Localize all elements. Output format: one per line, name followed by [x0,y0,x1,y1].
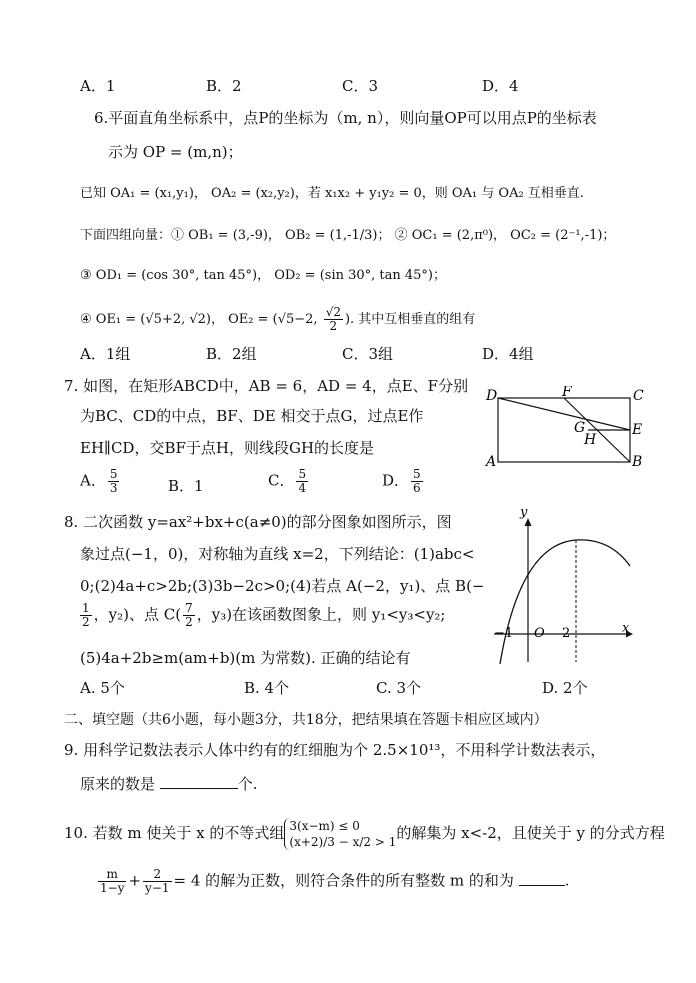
q10-line-2: $\frac{m}{1-y}$ + $\frac{2}{y-1}$ = 4 的解为正数，则符合条件的所有整数 m 的和为 . [100,867,570,895]
denominator: 2 [185,615,193,629]
label-h: H [584,432,597,448]
q10-inequality-system [284,818,396,850]
q10-line-1 [64,818,665,850]
q7-option-c-fraction [296,468,308,495]
q10-fraction-1 [98,868,126,895]
q5-option-d: D．4 [482,77,519,95]
q7-option-c-letter: C． [268,471,295,490]
numerator: m [98,868,126,882]
q9-line-2-a: 原来的数是 [80,775,156,793]
q8-option-a: A. 5个 [80,679,125,697]
q8-line-4-b: ，y₃)在该函数图象上，则 y₁<y₃<y₂; [196,605,446,624]
q6-line-6 [80,306,475,333]
q10-line-1-b: 的解集为 x<-2，且使关于 y 的分式方程 [396,824,665,842]
q8-line-4-a: ，y₂)、点 C( [93,605,182,624]
label-b: B [632,454,643,470]
q6-option-d: D．4组 [482,345,534,363]
label-g: G [574,420,586,436]
q10-inequality-2: (x+2)/3 − x/2 > 1 [289,835,397,849]
q6-option-a: A．1组 [80,345,131,363]
label-x: x [622,621,630,636]
segment-de [498,398,630,430]
parabola-curve [500,540,630,664]
numerator: 1 [82,601,90,615]
q5-option-a: A．1 [80,77,116,95]
denominator: 3 [109,481,118,495]
label-d: D [486,388,498,404]
q8-line-3: 0;(2)4a+c>2b;(3)3b−2c>0;(4)若点 A(−2，y₁)、点 B(− [80,577,485,595]
q6-fraction-denominator: 2 [329,319,338,333]
label-y: y [520,505,528,520]
q8-option-c: C. 3个 [376,679,422,697]
q8-option-d: D. 2个 [542,679,588,697]
q8-fraction-2 [183,602,195,629]
q9-answer-blank[interactable] [160,774,238,789]
q5-option-b: B．2 [206,77,242,95]
q10-end: . [564,871,570,890]
q6-option-c: C．3组 [342,345,394,363]
q8-parabola-graph [490,504,638,668]
q5-option-c: C．3 [342,77,379,95]
numerator: 5 [413,467,421,481]
q6-fraction-numerator: √2 [325,305,341,319]
q8-line-2: 象过点(−1，0)，对称轴为直线 x=2，下列结论：(1)abc< [80,545,475,563]
q10-answer-blank[interactable] [519,871,565,886]
q7-option-a-fraction [108,468,120,495]
denominator: 2 [82,615,90,629]
numerator: 5 [109,467,118,481]
label-e: E [632,422,643,438]
q8-line-1: 8. 二次函数 y=ax²+bx+c(a≠0)的部分图象如图所示，图 [64,513,452,531]
q8-line-4 [78,602,445,629]
label-c: C [633,388,644,404]
label-neg1: −1 [494,626,514,641]
q7-line-3: EH∥CD，交BF于点H，则线段GH的长度是 [80,439,375,457]
denominator: 1−y [100,881,125,895]
q9-line-1: 9. 用科学记数法表示人体中约有的红细胞为个 2.5×10¹³，不用科学计数法表示， [64,741,606,759]
q8-option-b: B. 4个 [244,679,290,697]
q7-option-d-letter: D． [382,471,410,490]
denominator: 6 [413,481,421,495]
q7-rectangle-figure [484,386,646,472]
label-f: F [562,386,572,400]
q7-line-2: 为BC、CD的中点，BF、DE 相交于点G，过点E作 [80,407,424,425]
q9-line-2-b: 个. [237,775,258,793]
label-two: 2 [562,626,571,641]
q6-option-b: B．2组 [206,345,257,363]
q7-option-b: B．1 [168,477,204,495]
q8-line-5: (5)4a+2b≥m(am+b)(m 为常数). 正确的结论有 [80,649,411,667]
numerator: 7 [185,601,193,615]
section-heading: 二、填空题（共6小题，每小题3分，共18分，把结果填在答题卡相应区域内） [64,712,548,728]
q10-equation-rest: = 4 的解为正数，则符合条件的所有整数 m 的和为 [173,871,514,890]
q6-line-6-a: ④ OE₁ = (√5+2, √2)， OE₂ = (√5−2, [80,312,322,327]
q8-fraction-1 [80,602,92,629]
q6-line-3: 已知 OA₁ = (x₁,y₁)， OA₂ = (x₂,y₂)，若 x₁x₂ + y₁y₂ = 0，则 OA₁ 与 OA₂ 互相垂直. [80,186,584,201]
label-origin: O [534,626,545,641]
q6-line-5: ③ OD₁ = (cos 30°, tan 45°)， OD₂ = (sin 30°, tan 45°)； [80,268,447,283]
denominator: y−1 [145,881,170,895]
q6-line-1: 6.平面直角坐标系中，点P的坐标为（m, n），则向量OP可以用点P的坐标表 [94,109,597,127]
denominator: 4 [298,481,307,495]
q9-line-2 [80,774,258,794]
numerator: 5 [298,467,307,481]
q6-fraction [324,306,343,333]
q7-option-a-letter: A． [80,471,106,490]
q6-line-2: 示为 OP = (m,n)； [108,143,243,161]
q10-line-1-a: 10. 若数 m 使关于 x 的不等式组 [64,824,285,842]
q7-option-a [80,468,121,495]
numerator: 2 [143,868,171,882]
q10-inequality-1: 3(x−m) ≤ 0 [289,819,360,833]
q7-option-d [382,468,425,495]
q6-line-6-b: ). 其中互相垂直的组有 [344,312,476,327]
label-a: A [486,454,497,470]
q7-line-1: 7. 如图，在矩形ABCD中，AB = 6，AD = 4，点E、F分别 [64,377,469,395]
q7-option-c [268,468,310,495]
q10-fraction-2 [143,868,171,895]
q6-line-4: 下面四组向量：① OB₁ = (3,-9)， OB₂ = (1,-1/3)； ② OC₁ = (2,π⁰)， OC₂ = (2⁻¹,-1)； [80,228,616,243]
q7-option-d-fraction [411,468,423,495]
